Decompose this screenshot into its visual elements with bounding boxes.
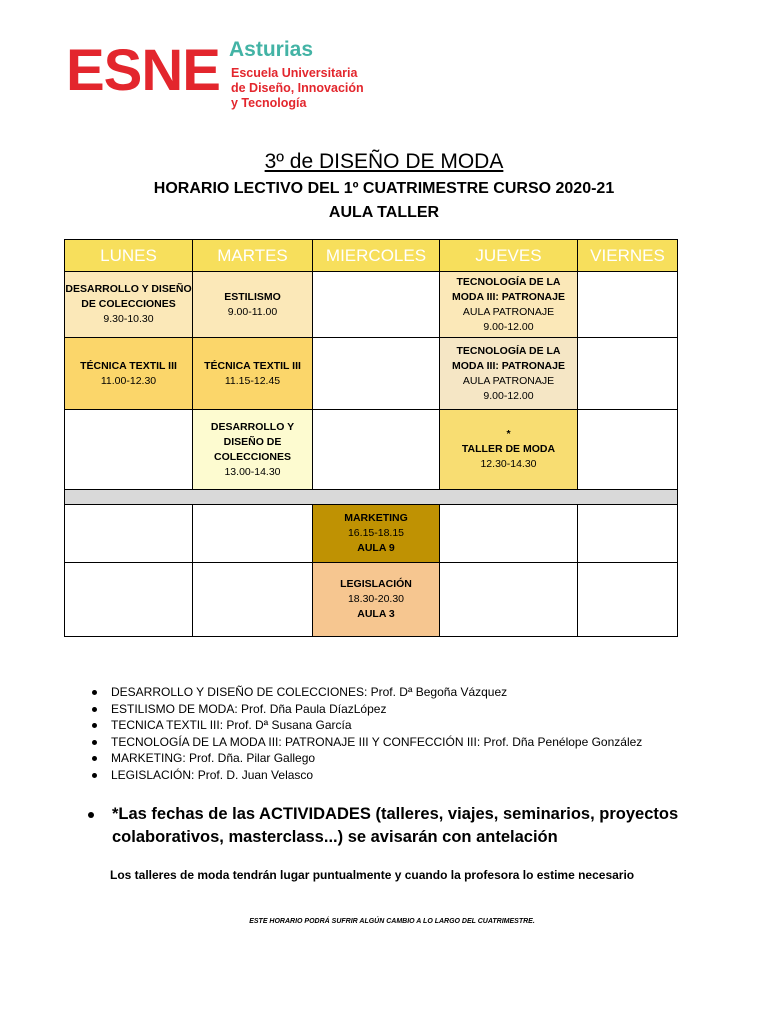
note-bullet: [88, 812, 94, 818]
class-time: 16.15-18.15: [347, 527, 405, 539]
class-title: TÉCNICA TEXTIL III: [80, 359, 177, 372]
class-title: DESARROLLO Y DISEÑO DE COLECCIONES: [65, 283, 192, 310]
class-title: DESARROLLO Y DISEÑO DE COLECCIONES: [210, 420, 295, 463]
list-item: ESTILISMO DE MODA: Prof. Dña Paula DíazLópez: [111, 701, 642, 718]
slot-jueves-taller-moda: [440, 410, 578, 490]
class-time: 9.00-12.00: [483, 320, 534, 333]
slot-lunes-desarrollo: [65, 272, 193, 338]
slot-martes-desarrollo: [193, 410, 313, 490]
schedule-row-4: [65, 505, 678, 563]
class-room: AULA 3: [357, 608, 395, 620]
schedule-row-3: [65, 410, 678, 490]
slot-empty: [578, 272, 678, 338]
slot-empty: [65, 505, 193, 563]
class-room: AULA PATRONAJE: [462, 305, 555, 318]
class-title: TECNOLOGÍA DE LA MODA III: PATRONAJE: [452, 275, 565, 303]
class-title: TECNOLOGÍA DE LA MODA III: PATRONAJE: [452, 344, 565, 372]
slot-miercoles-legislacion: [313, 563, 440, 637]
slot-empty: [313, 338, 440, 410]
list-item: TECNICA TEXTIL III: Prof. Dª Susana García: [111, 717, 642, 734]
slot-empty: [440, 505, 578, 563]
list-item: DESARROLLO Y DISEÑO DE COLECCIONES: Prof. Dª Begoña Vázquez: [111, 684, 642, 701]
room-title: AULA TALLER: [328, 204, 440, 221]
schedule-header-row: [65, 240, 678, 272]
class-time: 12.30-14.30: [480, 458, 537, 470]
class-title: LEGISLACIÓN: [340, 578, 412, 590]
day-header-miercoles: MIERCOLES: [313, 240, 440, 272]
list-item: MARKETING: Prof. Dña. Pilar Gallego: [111, 750, 642, 767]
schedule-row-2: [65, 338, 678, 410]
schedule-row-1: [65, 272, 678, 338]
list-item: TECNOLOGÍA DE LA MODA III: PATRONAJE III Y CONFECCIÓN III: Prof. Dña Penélope González: [111, 734, 643, 749]
slot-jueves-tecnologia: [440, 338, 578, 410]
slot-empty: [193, 563, 313, 637]
schedule-table: [64, 239, 678, 637]
class-time: 18.30-20.30: [347, 593, 405, 605]
slot-empty: [65, 410, 193, 490]
slot-empty: [313, 410, 440, 490]
class-time: 9.30-10.30: [103, 313, 154, 325]
logo-brand: ESNE: [66, 38, 220, 103]
day-header-martes: MARTES: [193, 240, 313, 272]
page-subtitle: HORARIO LECTIVO DEL 1º CUATRIMESTRE CURSO 2020-21: [153, 180, 615, 197]
slot-lunes-tecnica-textil: [65, 338, 193, 410]
slot-martes-estilismo: [193, 272, 313, 338]
slot-empty: [193, 505, 313, 563]
slot-empty: [578, 410, 678, 490]
slot-empty: [313, 272, 440, 338]
page-title: 3º de DISEÑO DE MODA: [264, 150, 504, 173]
class-time: 13.00-14.30: [224, 465, 281, 478]
class-mark: *: [506, 428, 511, 440]
class-time: 11.15-12.45: [224, 374, 281, 387]
slot-empty: [578, 338, 678, 410]
class-title: TALLER DE MODA: [461, 443, 556, 455]
activities-note: *Las fechas de las ACTIVIDADES (talleres, viajes, seminarios, proyectos colaborativos, masterclass...) se avisarán con antelación: [112, 805, 679, 846]
logo-line-2: de Diseño, Innovación: [231, 81, 364, 95]
logo-line-3: y Tecnología: [231, 96, 307, 110]
class-title: MARKETING: [344, 512, 408, 524]
list-item: LEGISLACIÓN: Prof. D. Juan Velasco: [111, 767, 642, 784]
day-header-jueves: JUEVES: [440, 240, 578, 272]
day-header-viernes: VIERNES: [578, 240, 678, 272]
slot-empty: [65, 563, 193, 637]
workshop-note: Los talleres de moda tendrán lugar puntualmente y cuando la profesora lo estime necesario: [110, 868, 635, 882]
day-header-lunes: LUNES: [65, 240, 193, 272]
slot-empty: [578, 505, 678, 563]
class-title: TÉCNICA TEXTIL III: [204, 359, 301, 372]
slot-empty: [440, 563, 578, 637]
logo-region: Asturias: [229, 38, 314, 61]
schedule-row-5: [65, 563, 678, 637]
class-time: 9.00-11.00: [227, 305, 278, 318]
slot-empty: [578, 563, 678, 637]
slot-miercoles-marketing: [313, 505, 440, 563]
class-time: 9.00-12.00: [483, 389, 534, 402]
slot-jueves-tecnologia: [440, 272, 578, 338]
slot-martes-tecnica-textil: [193, 338, 313, 410]
break-bar: [65, 490, 678, 505]
class-time: 11.00-12.30: [100, 374, 157, 387]
class-title: ESTILISMO: [224, 290, 281, 303]
footer-disclaimer: ESTE HORARIO PODRÁ SUFRIR ALGÚN CAMBIO A LO LARGO DEL CUATRIMESTRE.: [249, 918, 535, 925]
logo-line-1: Escuela Universitaria: [231, 66, 358, 80]
teachers-list: [90, 684, 642, 784]
break-separator: [65, 490, 678, 505]
class-room: AULA PATRONAJE: [462, 374, 555, 387]
class-room: AULA 9: [357, 542, 395, 554]
